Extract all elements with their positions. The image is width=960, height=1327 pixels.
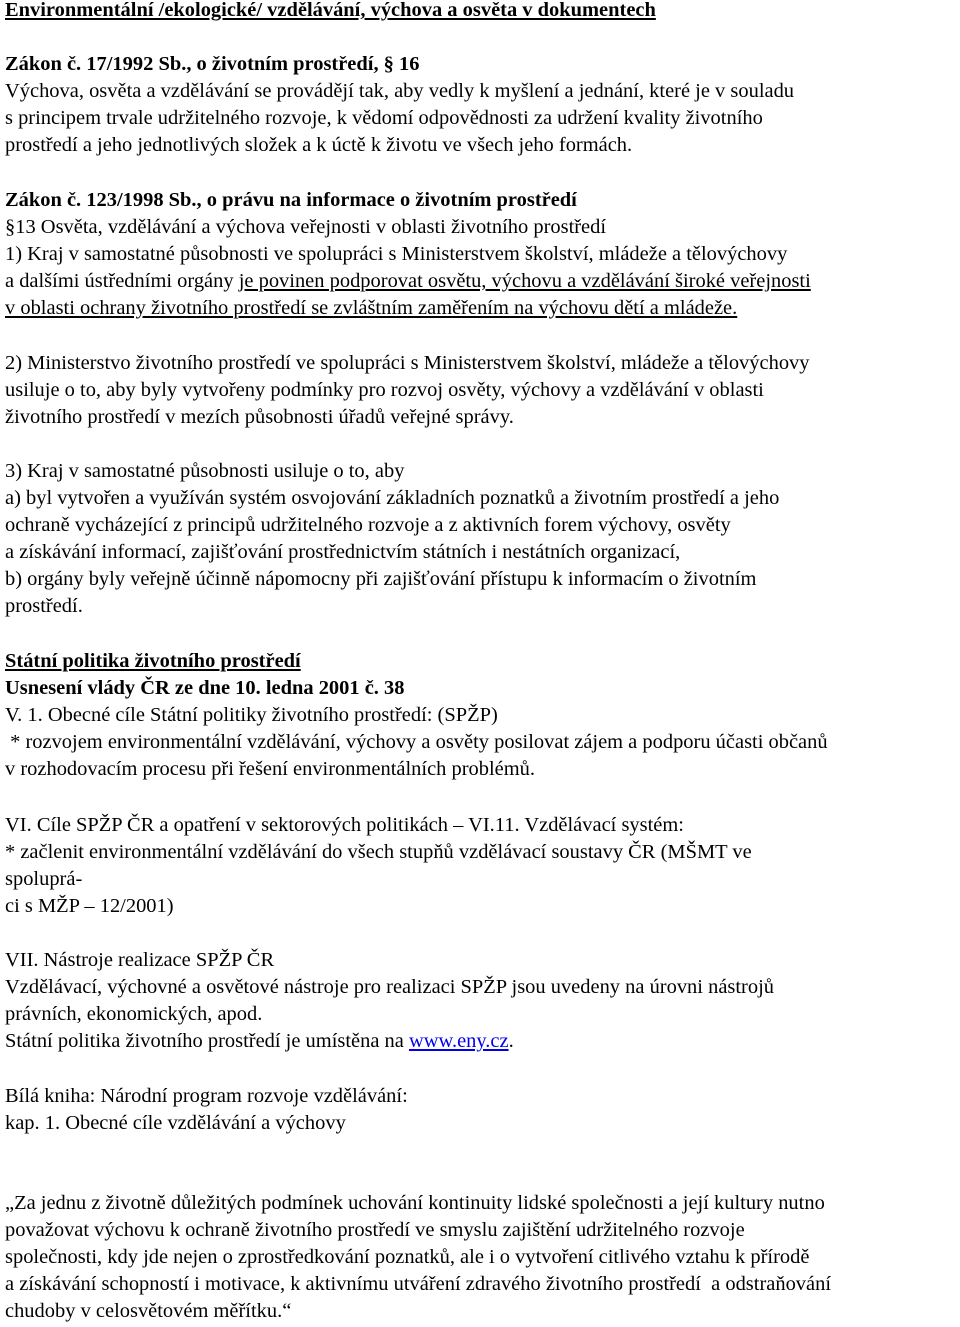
clause-1-line bbox=[5, 268, 955, 295]
clause-1-plain-text: a dalšími ústředními orgány bbox=[5, 270, 239, 292]
quote-line: a získávání schopností i motivace, k aktivnímu utváření zdravého životního prostředí a odstraňování bbox=[5, 1273, 832, 1295]
government-resolution-heading: Usnesení vlády ČR ze dne 10. ledna 2001 č. 38 bbox=[5, 677, 405, 699]
policy-vi-block bbox=[5, 812, 957, 920]
paragraph-13-title: §13 Osvěta, vzdělávání a výchova veřejnosti v oblasti životního prostředí bbox=[5, 216, 607, 238]
clause-3-line: prostředí. bbox=[5, 595, 83, 617]
policy-vi-line: * začlenit environmentální vzdělávání do všech stupňů vzdělávací soustavy ČR (MŠMT ve bbox=[5, 841, 752, 863]
clause-2-block bbox=[5, 350, 957, 431]
clause-3-line: ochraně vycházející z principů udržitelného rozvoje a z aktivních forem výchovy, osvěty bbox=[5, 514, 731, 536]
eny-website-link[interactable]: www.eny.cz bbox=[408, 1030, 509, 1052]
policy-location-suffix: . bbox=[508, 1030, 514, 1052]
policy-vi-line: ci s MŽP – 12/2001) bbox=[5, 895, 174, 917]
policy-vii-line: VII. Nástroje realizace SPŽP ČR bbox=[5, 949, 275, 971]
clause-3-line: 3) Kraj v samostatné působnosti usiluje o to, aby bbox=[5, 460, 405, 482]
clause-2-line: usiluje o to, aby byly vytvořeny podmínky pro rozvoj osvěty, výchovy a vzdělávání v oblasti bbox=[5, 379, 764, 401]
document-title-block bbox=[5, 0, 957, 24]
policy-v-line: * rozvojem environmentální vzdělávání, výchovy a osvěty posilovat zájem a podporu účasti občanů bbox=[5, 731, 828, 753]
quote-line: považovat výchovu k ochraně životního prostředí ve smyslu zajištění udržitelného rozvoje bbox=[5, 1219, 745, 1241]
policy-vii-line: právních, ekonomických, apod. bbox=[5, 1003, 263, 1025]
policy-location-line bbox=[5, 1028, 955, 1055]
clause-1-line: 1) Kraj v samostatné působnosti ve spolupráci s Ministerstvem školství, mládeže a tělovýchovy bbox=[5, 243, 788, 265]
law-123-1998-section bbox=[5, 187, 957, 322]
policy-location-prefix: Státní politika životního prostředí je umístěna na bbox=[5, 1030, 409, 1052]
law-17-1992-text-line: Výchova, osvěta a vzdělávání se provádějí tak, aby vedly k myšlení a jednání, které je v souladu bbox=[5, 80, 795, 102]
clause-2-line: 2) Ministerstvo životního prostředí ve spolupráci s Ministerstvem školství, mládeže a tělovýchovy bbox=[5, 352, 810, 374]
law-17-1992-text-line: prostředí a jeho jednotlivých složek a k úctě k životu ve všech jeho formách. bbox=[5, 134, 633, 156]
policy-v-line: V. 1. Obecné cíle Státní politiky životního prostředí: (SPŽP) bbox=[5, 704, 498, 726]
policy-vii-line: Vzdělávací, výchovné a osvětové nástroje pro realizaci SPŽP jsou uvedeny na úrovni nástrojů bbox=[5, 976, 775, 998]
law-123-1998-heading: Zákon č. 123/1998 Sb., o právu na informace o životním prostředí bbox=[5, 189, 577, 211]
clause-1-underlined-text: je povinen podporovat osvětu, výchovu a vzdělávání široké veřejnosti bbox=[238, 270, 811, 292]
clause-3-line: a) byl vytvořen a využíván systém osvojování základních poznatků a životním prostředí a jeho bbox=[5, 487, 780, 509]
state-policy-heading: Státní politika životního prostředí bbox=[5, 650, 301, 672]
quote-line: společnosti, kdy jde nejen o zprostředkování poznatků, ale i o vytvoření citlivého vztahu k přírodě bbox=[5, 1246, 810, 1268]
white-book-line: Bílá kniha: Národní program rozvoje vzdělávání: bbox=[5, 1085, 408, 1107]
clause-2-line: životního prostředí v mezích působnosti úřadů veřejné správy. bbox=[5, 406, 514, 428]
state-policy-section bbox=[5, 648, 957, 783]
law-17-1992-text-line: s principem trvale udržitelného rozvoje, k vědomí odpovědnosti za udržení kvality životního bbox=[5, 107, 763, 129]
clause-3-block bbox=[5, 458, 957, 620]
quote-line: „Za jednu z životně důležitých podmínek uchování kontinuity lidské společnosti a její kultury nutno bbox=[5, 1192, 825, 1214]
law-17-1992-heading: Zákon č. 17/1992 Sb., o životním prostředí, § 16 bbox=[5, 53, 420, 75]
white-book-quote bbox=[5, 1190, 957, 1325]
policy-vii-block bbox=[5, 947, 957, 1055]
law-17-1992-section bbox=[5, 51, 957, 159]
white-book-block bbox=[5, 1083, 957, 1137]
policy-vi-line: VI. Cíle SPŽP ČR a opatření v sektorových politikách – VI.11. Vzdělávací systém: bbox=[5, 814, 684, 836]
clause-1-underlined-line: v oblasti ochrany životního prostředí se zvláštním zaměřením na výchovu dětí a mládeže. bbox=[5, 297, 738, 319]
white-book-line: kap. 1. Obecné cíle vzdělávání a výchovy bbox=[5, 1112, 346, 1134]
policy-vi-line: spoluprá- bbox=[5, 868, 83, 890]
policy-v-line: v rozhodovacím procesu při řešení environmentálních problémů. bbox=[5, 758, 536, 780]
clause-3-line: b) orgány byly veřejně účinně nápomocny při zajišťování přístupu k informacím o životním bbox=[5, 568, 757, 590]
clause-3-line: a získávání informací, zajišťování prostřednictvím státních i nestátních organizací, bbox=[5, 541, 681, 563]
quote-line: chudoby v celosvětovém měřítku.“ bbox=[5, 1300, 292, 1322]
document-title: Environmentální /ekologické/ vzdělávání, výchova a osvěta v dokumentech bbox=[5, 0, 656, 21]
